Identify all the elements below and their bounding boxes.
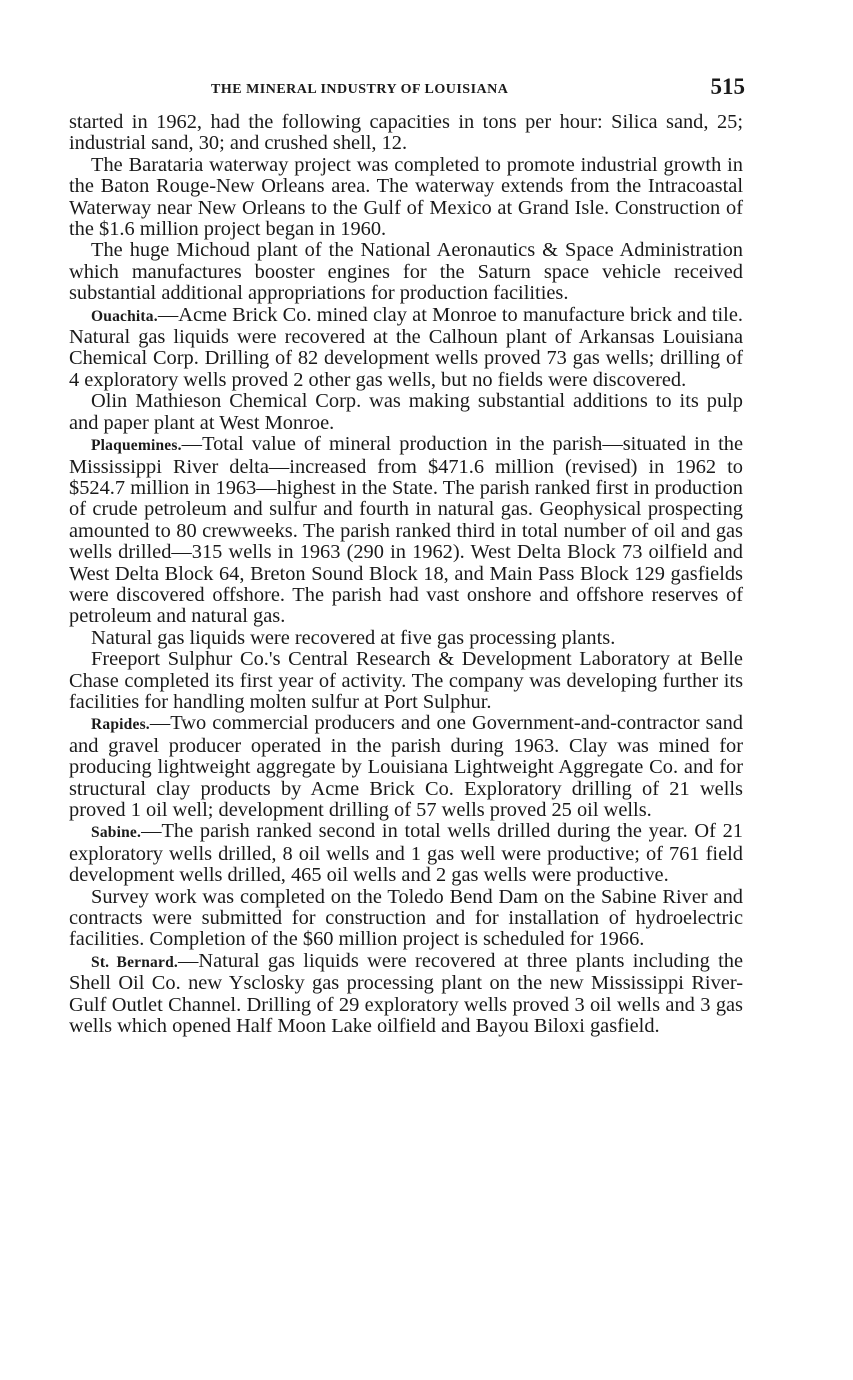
paragraph-michoud [69, 240, 743, 304]
paragraph-text: —Natural gas liquids were recovered at three plants including the Shell Oil Co. new Ysclosky gas processing plant on the new Mississippi River-Gulf Outlet Channel. Drilling of 29 exploratory wells proved 3 oil wells and 3 gas wells which opened Half Moon Lake oilfield and Bayou Biloxi gasfield. [69, 949, 743, 1038]
section-heading-rapides: Rapides. [91, 716, 150, 734]
paragraph-text: Survey work was completed on the Toledo Bend Dam on the Sabine River and contracts were submitted for construction and for installation of hydroelectric facilities. Completion of the $60 million project is scheduled for 1966. [69, 885, 743, 951]
paragraph-freeport-sulphur [69, 649, 743, 713]
section-heading-plaquemines: Plaquemines. [91, 437, 182, 455]
paragraph-natural-gas-liquids [69, 628, 743, 649]
paragraph-text: Olin Mathieson Chemical Corp. was making substantial additions to its pulp and paper plant at West Monroe. [69, 390, 743, 434]
paragraph-text: started in 1962, had the following capacities in tons per hour: Silica sand, 25; industrial sand, 30; and crushed shell, 12. [69, 111, 743, 155]
paragraph-text: —The parish ranked second in total wells drilled during the year. Of 21 exploratory wells drilled, 8 oil wells and 1 gas well were productive; of 761 field development wells drilled, 465 oil wells and 2 gas wells were productive. [69, 820, 743, 887]
paragraph-ouachita [69, 305, 743, 392]
paragraph-text: Freeport Sulphur Co.'s Central Research & Development Laboratory at Belle Chase completed its first year of activity. The company was developing further its facilities for handling molten sulfur at Port Sulphur. [69, 648, 743, 713]
paragraph-plaquemines [69, 434, 743, 628]
paragraph-continuation [69, 112, 743, 155]
paragraph-rapides [69, 713, 743, 821]
paragraph-olin-mathieson [69, 391, 743, 434]
paragraph-toledo-bend [69, 887, 743, 951]
document-page [69, 72, 743, 1037]
running-title: THE MINERAL INDUSTRY OF LOUISIANA [211, 82, 509, 97]
paragraph-text: The Barataria waterway project was completed to promote industrial growth in the Baton Rouge-New Orleans area. The waterway extends from the Intracoastal Waterway near New Orleans to the Gulf of Mexico at Grand Isle. Construction of the $1.6 million project began in 1960. [69, 153, 743, 241]
section-heading-st-bernard: St. Bernard. [91, 953, 178, 971]
paragraph-text: The huge Michoud plant of the National Aeronautics & Space Administration which manufactures booster engines for the Saturn space vehicle received substantial additional appropriations for production facilities. [69, 239, 743, 305]
paragraph-st-bernard [69, 951, 743, 1038]
paragraph-text: Natural gas liquids were recovered at five gas processing plants. [91, 626, 616, 649]
section-heading-sabine: Sabine. [91, 824, 142, 842]
paragraph-text: —Two commercial producers and one Government-and-contractor sand and gravel producer operated in the parish during 1963. Clay was mined for producing lightweight aggregate by Louisiana Lightweight Aggregate Co. and for structural clay products by Acme Brick Co. Exploratory drilling of 21 wells proved 1 oil well; development drilling of 57 wells proved 25 oil wells. [69, 712, 743, 821]
paragraph-sabine [69, 821, 743, 886]
page-number: 515 [710, 74, 745, 99]
running-header [69, 72, 743, 112]
paragraph-barataria [69, 155, 743, 241]
body-text [69, 112, 743, 1037]
paragraph-text: —Total value of mineral production in the parish—situated in the Mississippi River delta—increased from $471.6 million (revised) in 1962 to $524.7 million in 1963—highest in the State. The parish ranked first in production of crude petroleum and sulfur and fourth in natural gas. Geophysical prospecting amounted to 80 crewweeks. The parish ranked third in total number of oil and gas wells drilled—315 wells in 1963 (290 in 1962). West Delta Block 73 oilfield and West Delta Block 64, Breton Sound Block 18, and Main Pass Block 129 gasfields were discovered offshore. The parish had vast onshore and offshore reserves of petroleum and natural gas. [69, 433, 743, 628]
paragraph-text: —Acme Brick Co. mined clay at Monroe to manufacture brick and tile. Natural gas liquids were recovered at the Calhoun plant of Arkansas Louisiana Chemical Corp. Drilling of 82 development wells proved 73 gas wells; drilling of 4 exploratory wells proved 2 other gas wells, but no fields were discovered. [69, 303, 743, 391]
section-heading-ouachita: Ouachita. [91, 307, 158, 325]
